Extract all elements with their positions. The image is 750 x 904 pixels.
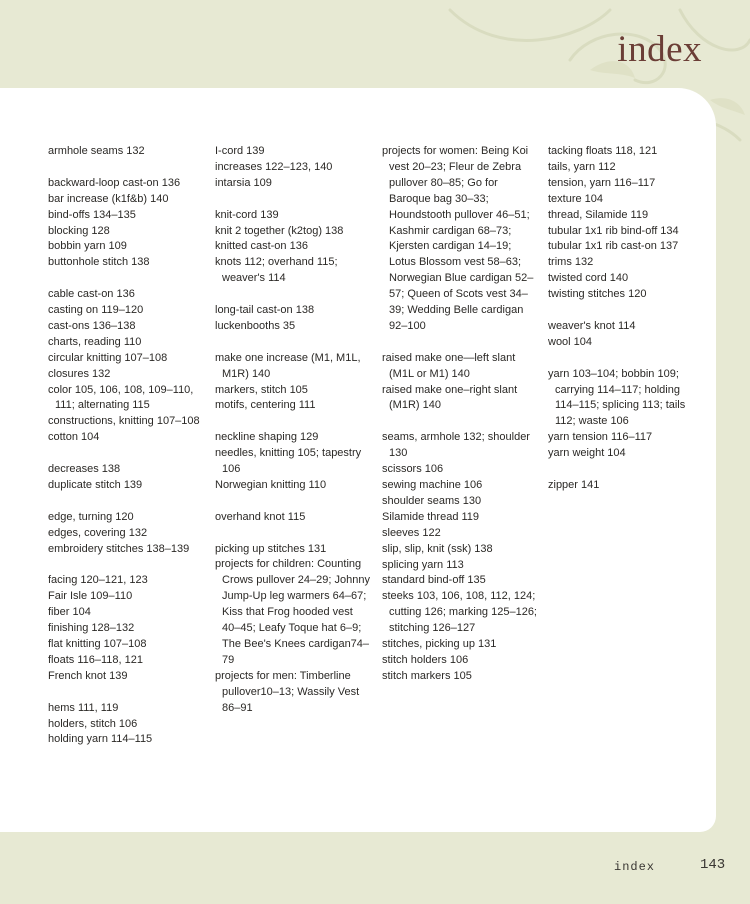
- page-title: index: [617, 29, 702, 70]
- index-entry: zipper 141: [548, 478, 600, 491]
- index-entry: knit-cord 139: [215, 208, 279, 221]
- index-entry: shoulder seams 130: [382, 494, 482, 507]
- index-entry: tacking floats 118, 121: [548, 145, 658, 157]
- index-entry: twisting stitches 120: [548, 288, 647, 301]
- index-entry: Norwegian knitting 110: [215, 478, 327, 491]
- index-entry: hems 111, 119: [48, 701, 119, 714]
- index-column-2: [215, 144, 371, 717]
- index-entry: intarsia 109: [215, 176, 272, 189]
- index-entry: yarn weight 104: [548, 447, 626, 460]
- index-entry: cotton 104: [48, 431, 100, 444]
- index-entry: sewing machine 106: [382, 479, 483, 491]
- index-entry: trims 132: [548, 256, 594, 269]
- index-spacer: [215, 526, 371, 542]
- index-spacer: [215, 494, 371, 510]
- index-entry: scissors 106: [382, 463, 444, 476]
- index-spacer: [548, 303, 704, 319]
- index-spacer: [48, 685, 204, 701]
- index-spacer: [215, 192, 371, 208]
- index-entry: tubular 1x1 rib bind-off 134: [548, 224, 679, 237]
- index-spacer: [215, 414, 371, 430]
- index-spacer: [382, 335, 540, 351]
- index-entry: charts, reading 110: [48, 335, 142, 348]
- index-spacer: [48, 494, 204, 510]
- index-entry: make one increase (M1, M1L, M1R) 140: [215, 351, 361, 380]
- index-entry: floats 116–118, 121: [48, 653, 144, 666]
- index-entry: tubular 1x1 rib cast-on 137: [548, 240, 679, 253]
- index-entry: Fair Isle 109–110: [48, 590, 133, 603]
- index-entry: needles, knitting 105; tapestry 106: [215, 447, 362, 476]
- index-entry: circular knitting 107–108: [48, 351, 168, 364]
- index-entry: yarn 103–104; bobbin 109; carrying 114–117; holding 114–115; splicing 113; tails 112; waste 106: [548, 367, 686, 428]
- page-number: 143: [700, 857, 726, 873]
- index-entry: buttonhole stitch 138: [48, 256, 150, 269]
- index-entry: wool 104: [548, 335, 593, 348]
- index-entry: decreases 138: [48, 463, 121, 476]
- index-entry: flat knitting 107–108: [48, 638, 147, 651]
- index-entry: color 105, 106, 108, 109–110, 111; alternating 115: [48, 383, 194, 412]
- index-entry: seams, armhole 132; shoulder 130: [382, 431, 530, 460]
- index-entry: standard bind-off 135: [382, 574, 486, 587]
- index-entry: duplicate stitch 139: [48, 478, 143, 491]
- index-entry: yarn tension 116–117: [548, 431, 653, 444]
- index-entry: Silamide thread 119: [382, 510, 480, 523]
- index-entry: markers, stitch 105: [215, 383, 308, 396]
- index-spacer: [215, 335, 371, 351]
- index-entry: tails, yarn 112: [548, 160, 616, 173]
- index-entry: finishing 128–132: [48, 622, 135, 635]
- index-entry: splicing yarn 113: [382, 558, 464, 571]
- index-entry: cast-ons 136–138: [48, 319, 136, 332]
- index-entry: stitch markers 105: [382, 669, 472, 682]
- index-entry: neckline shaping 129: [215, 431, 319, 444]
- index-entry: thread, Silamide 119: [548, 208, 649, 221]
- index-entry: backward-loop cast-on 136: [48, 176, 181, 189]
- index-entry: increases 122–123, 140: [215, 160, 333, 173]
- index-entry: raised make one–right slant (M1R) 140: [382, 383, 518, 412]
- index-entry: casting on 119–120: [48, 304, 144, 317]
- index-entry: tension, yarn 116–117: [548, 176, 656, 189]
- index-entry: fiber 104: [48, 606, 91, 619]
- index-spacer: [382, 414, 540, 430]
- index-entry: texture 104: [548, 192, 604, 205]
- index-entry: projects for children: Counting Crows pullover 24–29; Johnny Jump-Up leg warmers 64–67; Kiss that Frog hooded vest 40–45; Leafy Toque hat 6–9; The Bee's Knees cardigan74–79: [215, 558, 370, 666]
- index-spacer: [48, 160, 204, 176]
- index-spacer: [215, 287, 371, 303]
- index-spacer: [548, 351, 704, 367]
- index-entry: knots 112; overhand 115; weaver's 114: [215, 256, 338, 285]
- index-entry: blocking 128: [48, 224, 110, 237]
- index-entry: edges, covering 132: [48, 526, 148, 539]
- index-entry: armhole seams 132: [48, 145, 145, 157]
- index-entry: constructions, knitting 107–108: [48, 415, 200, 428]
- index-entry: slip, slip, knit (ssk) 138: [382, 542, 493, 555]
- index-entry: holding yarn 114–115: [48, 733, 153, 746]
- index-entry: bind-offs 134–135: [48, 208, 136, 221]
- index-entry: raised make one—left slant (M1L or M1) 140: [382, 351, 516, 380]
- index-entry: motifs, centering 111: [215, 399, 316, 412]
- index-entry: overhand knot 115: [215, 510, 306, 523]
- index-entry: I-cord 139: [215, 145, 265, 157]
- index-entry: projects for women: Being Koi vest 20–23; Fleur de Zebra pullover 80–85; Go for Baroque bag 30–33; Houndstooth pullover 46–51; Kashmir cardigan 68–73; Kjersten cardigan 14–19; Lotus Blossom vest 58–63; Norwegian Blue cardigan 52–57; Queen of Scots vest 34–39; Wedding Belle cardigan 92–100: [382, 145, 534, 332]
- index-column-1: [48, 144, 204, 748]
- index-entry: facing 120–121, 123: [48, 574, 148, 587]
- index-spacer: [48, 271, 204, 287]
- index-entry: projects for men: Timberline pullover10–13; Wassily Vest 86–91: [215, 669, 360, 714]
- index-entry: picking up stitches 131: [215, 542, 327, 555]
- index-column-3: [382, 144, 540, 685]
- index-columns: [0, 144, 750, 764]
- index-entry: knit 2 together (k2tog) 138: [215, 224, 344, 237]
- index-entry: bobbin yarn 109: [48, 240, 127, 253]
- index-entry: twisted cord 140: [548, 272, 629, 285]
- index-entry: stitch holders 106: [382, 653, 469, 666]
- index-entry: edge, turning 120: [48, 510, 134, 523]
- index-entry: bar increase (k1f&b) 140: [48, 192, 169, 205]
- index-entry: holders, stitch 106: [48, 717, 138, 730]
- index-entry: weaver's knot 114: [548, 319, 636, 332]
- index-entry: sleeves 122: [382, 526, 441, 539]
- index-spacer: [548, 462, 704, 478]
- index-entry: closures 132: [48, 367, 111, 380]
- index-entry: cable cast-on 136: [48, 288, 135, 301]
- index-entry: stitches, picking up 131: [382, 638, 497, 651]
- index-column-4: [548, 144, 704, 494]
- index-spacer: [48, 446, 204, 462]
- index-entry: French knot 139: [48, 669, 128, 682]
- index-spacer: [48, 558, 204, 574]
- index-entry: steeks 103, 106, 108, 112, 124; cutting 126; marking 125–126; stitching 126–127: [382, 590, 537, 635]
- index-entry: long-tail cast-on 138: [215, 304, 315, 317]
- index-entry: luckenbooths 35: [215, 319, 296, 332]
- index-entry: knitted cast-on 136: [215, 240, 308, 253]
- index-entry: embroidery stitches 138–139: [48, 542, 190, 555]
- footer-running-head: index: [614, 860, 656, 874]
